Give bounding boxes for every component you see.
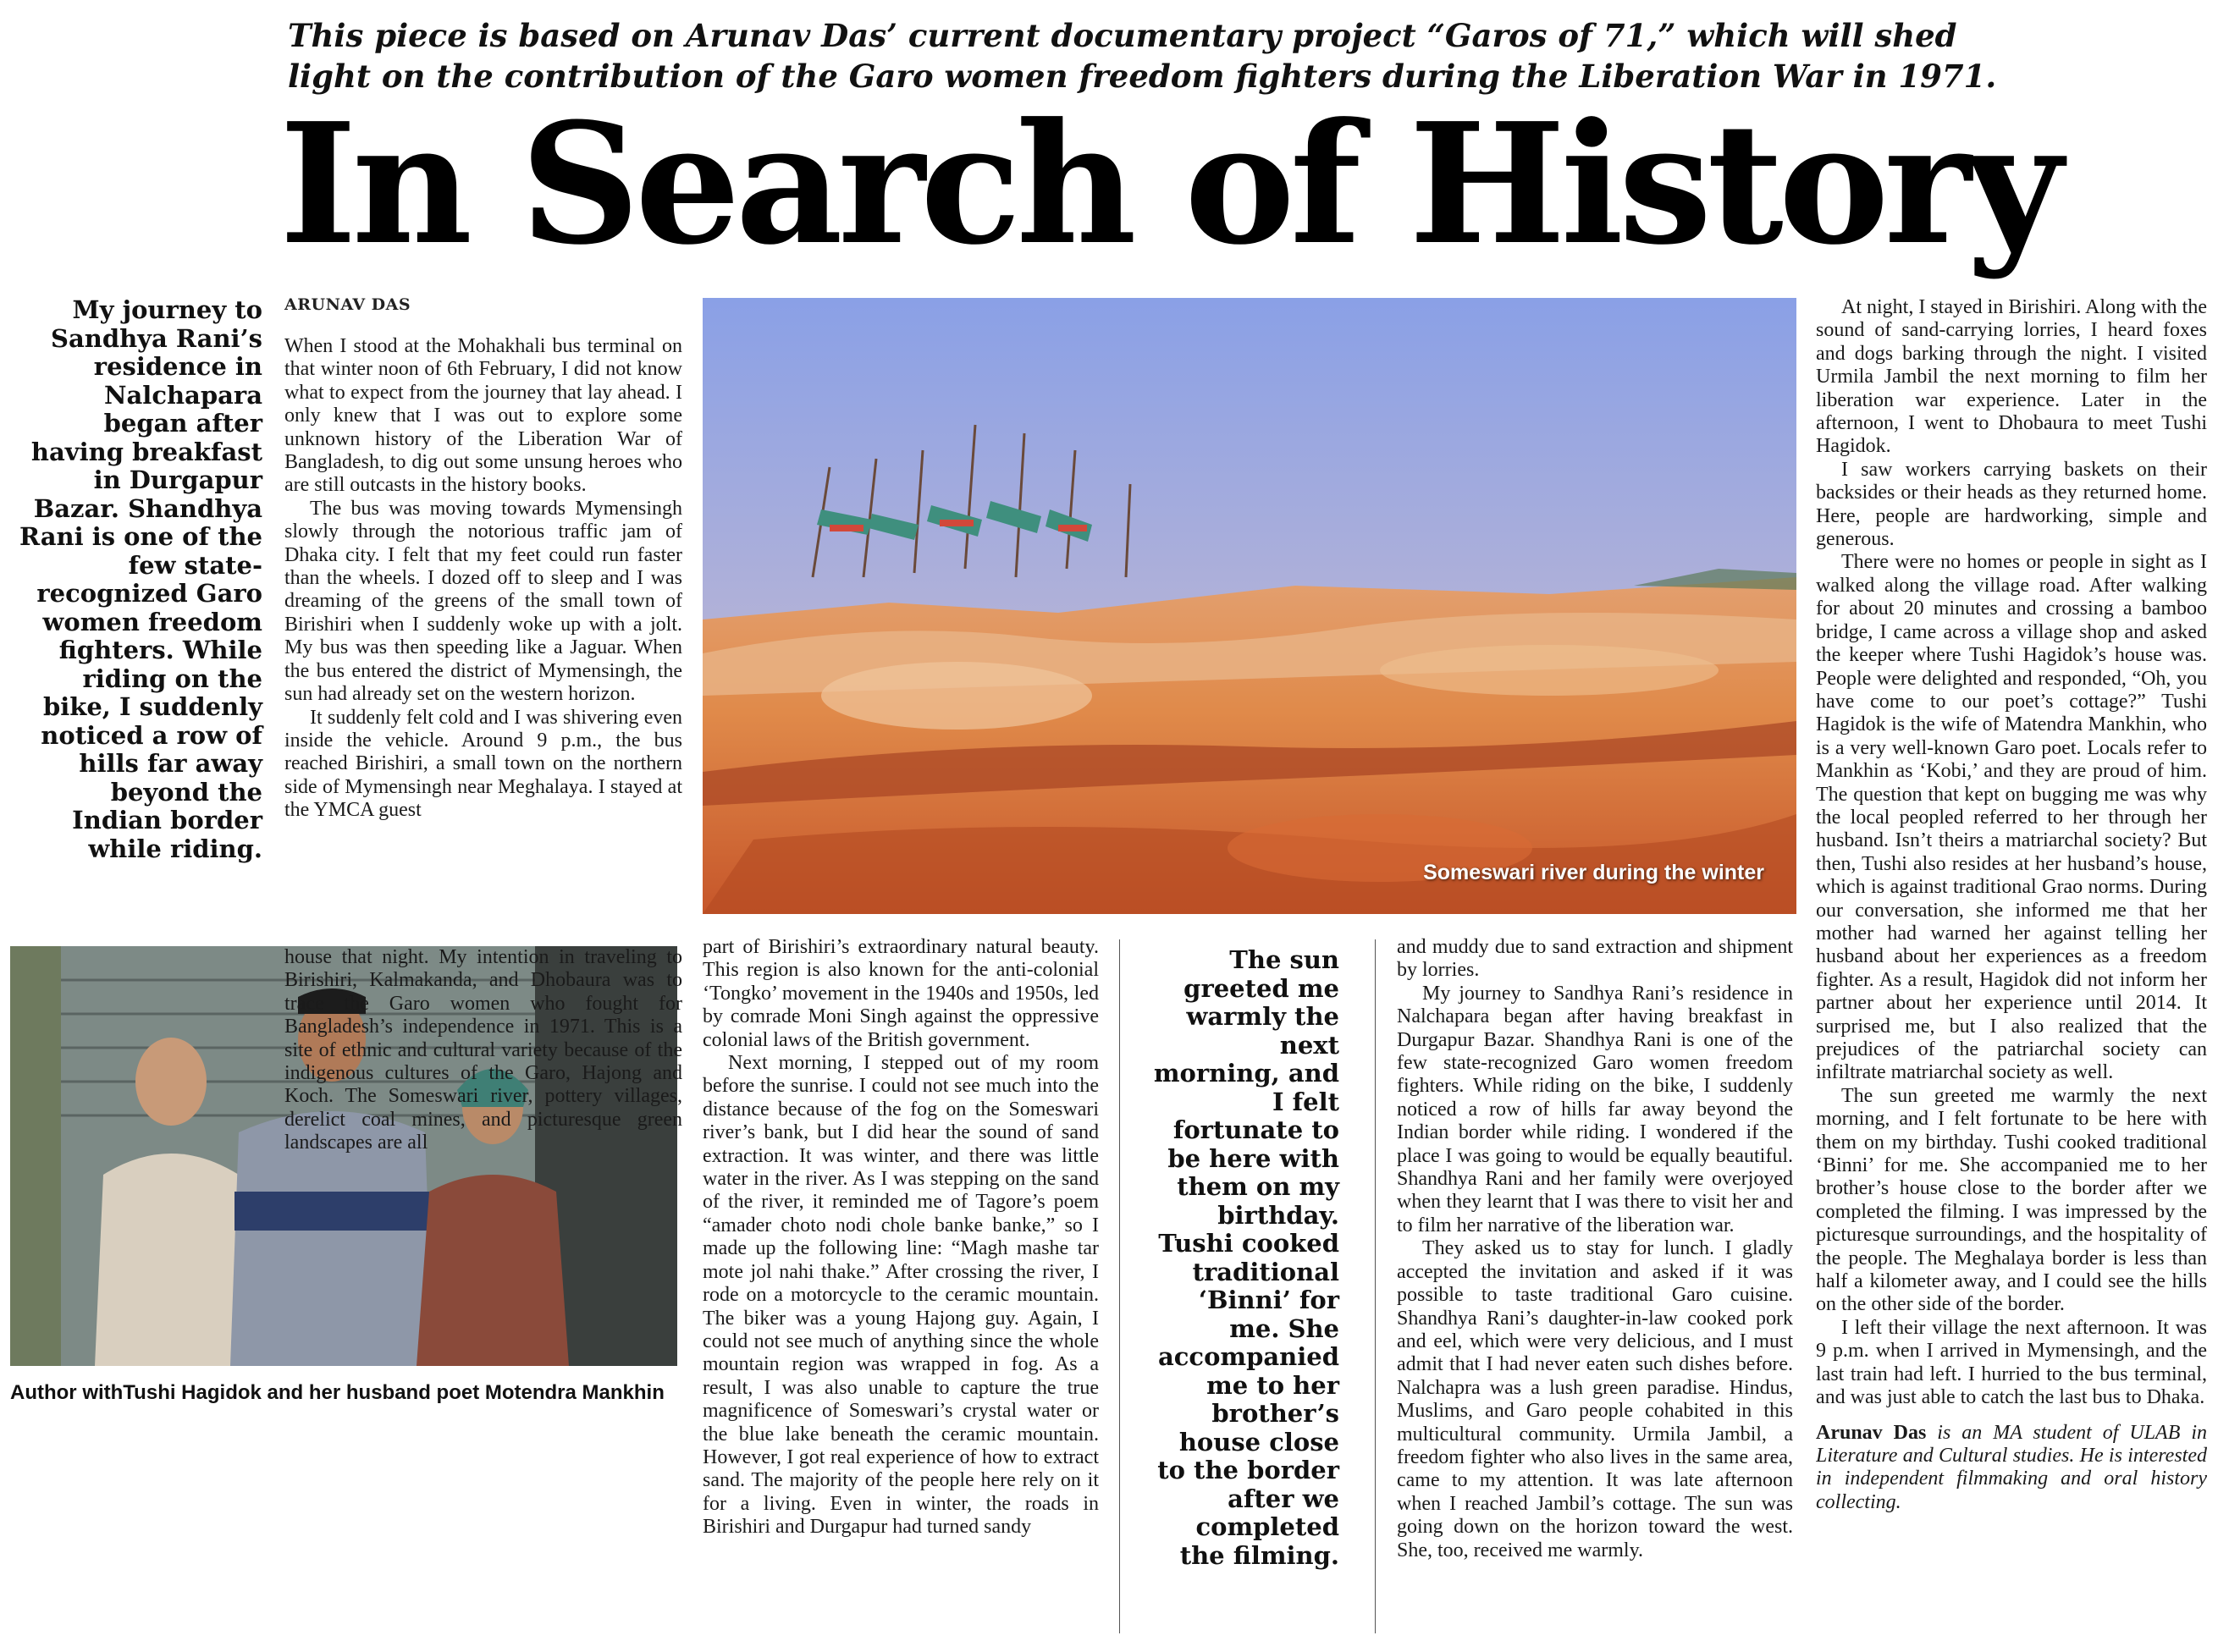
article-column-2 [703,936,1099,1640]
paragraph: part of Birishiri’s extraordinary natural beauty. This region is also known for the anti-colonial ‘Tongko’ movement in the 1940s and 1950s, led by comrade Moni Singh against the oppressive colonial laws of the British government. [703,936,1099,1051]
author-bio-name: Arunav Das [1816,1421,1927,1444]
paragraph: When I stood at the Mohakhali bus terminal on that winter noon of 6th February, I did not know what to expect from the journey that lay ahead. I only knew that I was out to explore some unknown history of the Liberation War of Bangladesh, to dig out some unsung heroes who are still outcasts in the history books. [284,335,682,497]
pull-quote-left: My journey to Sandhya Rani’s residence in Nalchapara began after having breakfast in Durgapur Bazar. Shandhya Rani is one of the few state-recognized Garo women freedom fighters. While riding on the bike, I suddenly noticed a row of hills far away beyond the Indian border while riding. [19,295,262,863]
river-landscape-image [703,298,1796,914]
paragraph: It suddenly felt cold and I was shivering even inside the vehicle. Around 9 p.m., the bus reached Birishiri, a small town on the northern side of Mymensingh near Meghalaya. I stayed at the YMCA guest [284,706,682,822]
paragraph: My journey to Sandhya Rani’s residence in Nalchapara began after having breakfast in Durgapur Bazar. Shandhya Rani is one of the few state-recognized Garo women freedom fighters. While riding on the bike, I suddenly noticed a row of hills far away beyond the Indian border while riding. I wondered if the place I was going to would be equally beautiful. Shandhya Rani and her family were overjoyed when they learnt that I was there to visit her and to film her narrative of the liberation war. [1397,982,1793,1236]
article-column-5 [1816,296,2207,1642]
paragraph: and muddy due to sand extraction and shipment by lorries. [1397,936,1793,982]
column-divider [1119,939,1120,1633]
paragraph: I saw workers carrying baskets on their backsides or their heads as they returned home. Here, people are hardworking, simple and generous. [1816,458,2207,551]
paragraph: At night, I stayed in Birishiri. Along with the sound of sand-carrying lorries, I heard foxes and dogs barking through the night. I visited Urmila Jambil the next morning to film her liberation war experience. Later in the afternoon, I went to Dhobaura to meet Tushi Hagidok. [1816,296,2207,458]
portrait-caption: Author withTushi Hagidok and her husband poet Motendra Mankhin [10,1381,665,1404]
paragraph: house that night. My intention in traveling to Birishiri, Kalmakanda, and Dhobaura was to trace the Garo women who fought for Bangladesh’s independence in 1971. This is a site of ethnic and cultural variety because of the indigenous cultures of the Garo, Hajong and Koch. The Someswari river, pottery villages, derelict coal mines, and picturesque green landscapes are all [284,946,682,1154]
photo-caption: Someswari river during the winter [1423,861,1764,884]
pull-quote-middle: The sun greeted me warmly the next morning, and I felt fortunate to be here with them on my birthday. Tushi cooked traditional ‘Binni’ for me. She accompanied me to her brother’s house close to the border after we completed the filming. [1153,945,1339,1570]
byline: ARUNAV DAS [284,295,411,314]
column-divider [1375,939,1376,1633]
article-column-1-bottom [284,946,682,1640]
article-column-1-top [284,335,682,921]
headline: In Search of History [279,87,2058,282]
paragraph: The sun greeted me warmly the next morning, and I felt fortunate to be here with them on my birthday. Tushi cooked traditional ‘Binni’ for me. She accompanied me to her brother’s house close to the border after we completed the filming. I was impressed by the picturesque surroundings, and the hospitality of the people. The Meghalaya border is less than half a kilometer away, and I could see the hills on the other side of the border. [1816,1084,2207,1316]
paragraph: They asked us to stay for lunch. I gladly accepted the invitation and asked if it was possible to taste traditional Garo cuisine. Shandhya Rani’s daughter-in-law cooked pork and eel, which were very delicious, and I must admit that I had never eaten such dishes before. Nalchapra was a lush green paradise. Hindus, Muslims, and Garo people cohabited in this multicultural community. Urmila Jambil, a freedom fighter who also lives in the same area, came to my attention. It was late afternoon when I reached Jambil’s cottage. The sun was going down on the horizon toward the west. She, too, received me warmly. [1397,1237,1793,1561]
paragraph: The bus was moving towards Mymensingh slowly through the notorious traffic jam of Dhaka city. I felt that my feet could run faster than the wheels. I dozed off to sleep and I was dreaming of the greens of the small town of Birishiri when I suddenly woke up with a jolt. My bus was then speeding like a Jaguar. When the bus entered the district of Mymensingh, the sun had already set on the western horizon. [284,497,682,706]
paragraph: Next morning, I stepped out of my room before the sunrise. I could not see much into the distance because of the fog on the Someswari river’s bank, but I did hear the sound of sand extraction. It was winter, and there was little water in the river. As I was stepping on the sand of the river, it reminded me of Tagore’s poem “amader choto nodi chole banke banke,” so I made up the following line: “Magh mashe tar mote jol nahi thake.” After crossing the river, I rode on a motorcycle to the ceramic mountain. The biker was a young Hajong guy. Again, I could not see much of anything since the whole mountain region was wrapped in fog. As a result, I was also unable to capture the true magnificence of Someswari’s crystal water or the blue lake beneath the ceramic mountain. However, I got real experience of how to extract sand. The majority of the people here rely on it for a living. Even in winter, the roads in Birishiri and Durgapur had turned sandy [703,1052,1099,1539]
river-photo [703,298,1796,914]
article-column-4 [1397,936,1793,1640]
paragraph: I left their village the next afternoon. It was 9 p.m. when I arrived in Mymensingh, and the last train had left. I hurried to the bus terminal, and was just able to catch the last bus to Dhaka. [1816,1316,2207,1409]
author-bio [1816,1422,2207,1515]
author-bio-text: is an MA student of ULAB in Literature and Cultural studies. He is interested in independent filmmaking and oral history collecting. [1816,1421,2207,1513]
intro-deck: This piece is based on Arunav Das’ current documentary project “Garos of 71,” which will shed light on the contribution of the Garo women freedom fighters during the Liberation War in 1971. [288,17,1997,95]
paragraph: There were no homes or people in sight as I walked along the village road. After walking for about 20 minutes and crossing a bamboo bridge, I came across a village shop and asked the keeper where Tushi Hagidok’s house was. People were delighted and responded, “Oh, you have come to our poet’s cottage?” Tushi Hagidok is the wife of Matendra Mankhin, who is a very well-known Garo poet. Locals refer to Mankhin as ‘Kobi,’ and they are proud of him. The question that kept on bugging me was why the local peopled referred to her through her husband. Isn’t theirs a matriarchal society? But then, Tushi also resides at her husband’s house, which is against traditional Grao norms. During our conversation, she informed me that her mother had warned her against telling her husband about her experiences as a freedom fighter. As a result, Hagidok did not inform her partner about her experience until 2014. It surprised me, but I also realized that the prejudices of the patriarchal society can infiltrate matriarchal society as well. [1816,551,2207,1084]
